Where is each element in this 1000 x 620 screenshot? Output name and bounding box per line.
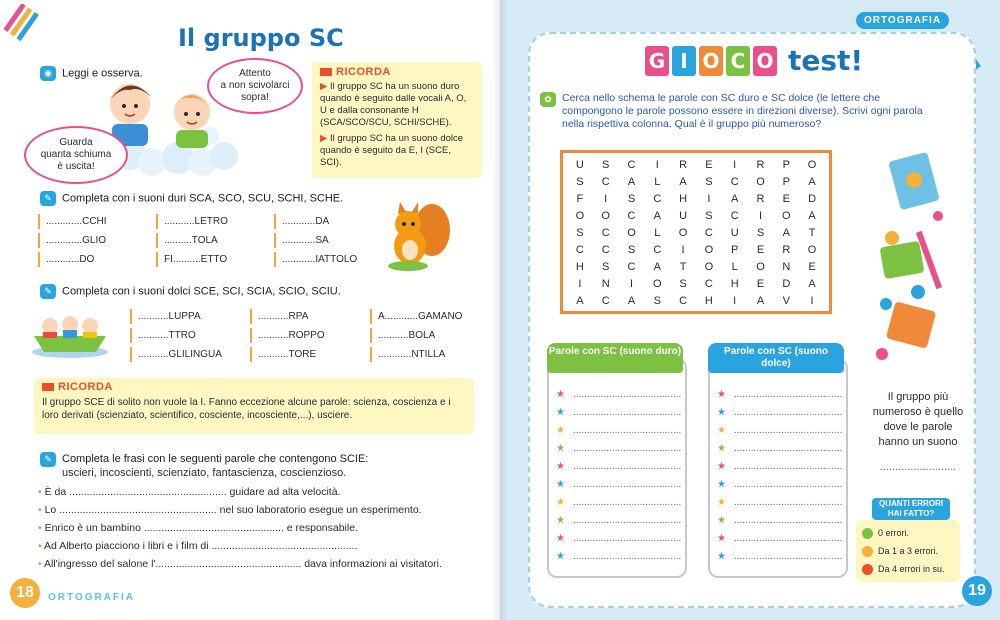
exercise-item[interactable]: ...........LUPPA [130, 309, 250, 324]
grid-letter[interactable]: S [653, 295, 661, 307]
grid-letter[interactable]: C [679, 295, 688, 307]
answer-line[interactable] [717, 547, 842, 565]
exercise-item[interactable]: ...........BOLA [370, 328, 490, 343]
column-hard-header: Parole con SC (suono duro) [547, 343, 683, 373]
pencil-icon: ✎ [40, 191, 56, 206]
grid-letter[interactable]: O [601, 210, 610, 222]
grid-letter[interactable]: F [576, 193, 584, 205]
answer-line[interactable] [717, 493, 842, 511]
star-icon: ★ [717, 514, 726, 526]
footer-label: ORTOGRAFIA [48, 592, 136, 603]
answer-line[interactable] [556, 493, 681, 511]
grid-letter[interactable]: S [627, 244, 636, 256]
grid-letter[interactable]: P [782, 176, 790, 188]
answer-placeholder: ....................................... [733, 550, 843, 562]
errors-title: QUANTI ERRORI HAI FATTO? [872, 498, 950, 520]
grid-letter[interactable]: E [705, 159, 713, 171]
exercise-item[interactable]: ...........LETRO [156, 214, 274, 229]
answer-placeholder: ....................................... [572, 424, 682, 436]
grid-letter[interactable]: C [601, 295, 610, 307]
errors-box [856, 520, 960, 582]
grid-letter[interactable]: C [601, 244, 610, 256]
grid-letter[interactable]: A [808, 210, 816, 222]
exercise-item[interactable]: FI..........ETTO [156, 252, 274, 267]
grid-letter[interactable]: I [604, 193, 608, 205]
grid-letter[interactable]: O [782, 210, 791, 222]
section1-instruction: ◉ Leggi e osserva. [40, 66, 143, 81]
answer-placeholder: ....................................... [733, 478, 843, 490]
grid-letter[interactable]: R [756, 193, 765, 205]
grid-letter[interactable]: O [678, 227, 688, 239]
star-icon: ★ [556, 406, 565, 418]
grid-letter[interactable]: C [627, 210, 636, 222]
grid-letter[interactable]: N [601, 278, 610, 290]
answer-line[interactable] [556, 529, 681, 547]
grid-letter[interactable]: A [679, 176, 687, 188]
answer-placeholder: ....................................... [572, 442, 682, 454]
section2-instruction: ✎ Completa con i suoni duri SCA, SCO, SCU, SCHI, SCHE. [40, 191, 343, 206]
answer-placeholder: ....................................... [572, 496, 682, 508]
grid-letter[interactable]: T [679, 261, 687, 273]
neutral-icon [862, 546, 873, 557]
soft-sounds-exercise [130, 309, 490, 362]
exercise-item[interactable]: A............GAMANO [370, 309, 490, 324]
star-icon: ★ [717, 424, 726, 436]
answer-placeholder: ....................................... [572, 514, 682, 526]
answer-line[interactable] [717, 385, 842, 403]
grid-letter[interactable]: O [756, 261, 765, 273]
star-icon: ★ [556, 550, 565, 562]
answer-placeholder: ....................................... [733, 406, 843, 418]
column-hard-lines [556, 385, 681, 565]
answer-placeholder: ....................................... [572, 550, 682, 562]
grid-letter[interactable]: E [808, 261, 816, 273]
sentence-line[interactable]: • È da ...................................................... guidare ad alta velocità. [38, 486, 341, 498]
answer-placeholder: ....................................... [733, 496, 843, 508]
grid-letter[interactable]: S [705, 210, 713, 222]
grid-letter[interactable]: L [654, 176, 661, 188]
grid-letter[interactable]: C [730, 210, 739, 222]
star-icon: ★ [556, 424, 565, 436]
answer-line[interactable] [717, 421, 842, 439]
grid-letter[interactable]: I [578, 278, 582, 290]
grid-letter[interactable]: C [704, 227, 713, 239]
grid-letter[interactable]: V [782, 295, 790, 307]
grid-letter[interactable]: R [756, 159, 765, 171]
title-letter: G [645, 46, 669, 76]
grid-letter[interactable]: A [627, 295, 636, 307]
answer-line[interactable] [556, 511, 681, 529]
grid-letter[interactable]: O [704, 261, 714, 273]
exercise-item[interactable]: ............NTILLA [370, 347, 490, 362]
errors-option[interactable]: Da 1 a 3 errori. [862, 542, 954, 560]
grid-letter[interactable]: C [601, 176, 610, 188]
grid-letter[interactable]: A [627, 176, 636, 188]
grid-letter[interactable]: I [681, 244, 685, 256]
exercise-item[interactable]: .............GLIO [38, 233, 156, 248]
grid-letter[interactable]: E [756, 244, 765, 256]
exercise-item[interactable]: ..........TOLA [156, 233, 274, 248]
exercise-item[interactable]: ...........GLILINGUA [130, 347, 250, 362]
star-icon: ★ [556, 460, 565, 472]
answer-line[interactable] [556, 457, 681, 475]
grid-letter[interactable]: I [629, 278, 634, 290]
grid-letter[interactable]: C [627, 159, 636, 171]
grid-letter[interactable]: O [807, 244, 817, 256]
answer-line[interactable] [556, 475, 681, 493]
answer-line[interactable] [717, 403, 842, 421]
answer-placeholder: ....................................... [733, 442, 843, 454]
grid-letter[interactable]: A [576, 295, 584, 307]
squirrel-illustration [384, 200, 454, 272]
sentence-line[interactable]: • Ad Alberto piacciono i libri e i film di .................................................. [38, 540, 358, 552]
ricorda-title: RICORDA [42, 381, 466, 393]
grid-letter[interactable]: D [782, 278, 791, 290]
grid-letter[interactable]: O [807, 159, 817, 171]
grid-letter[interactable]: H [679, 193, 688, 205]
grid-letter[interactable]: S [576, 176, 584, 188]
page-number-left: 18 [10, 578, 40, 608]
answer-blank[interactable]: ......................... [879, 461, 957, 473]
answer-line[interactable] [556, 385, 681, 403]
grid-letter[interactable]: O [704, 244, 714, 256]
hard-sounds-exercise [38, 214, 392, 267]
pencils-icon [4, 4, 44, 44]
answer-line[interactable] [717, 439, 842, 457]
grid-letter[interactable]: U [679, 210, 688, 222]
boat-kids-illustration [30, 302, 110, 360]
grid-letter[interactable]: O [627, 227, 636, 239]
errors-option[interactable]: 0 errori. [862, 524, 954, 542]
ricorda-rule-hard: ▶ Il gruppo SC ha un suono duro quando è seguito dalle vocali A, O, U e dalla consonante H (SCA/SCO/SCU, SCHI/SCHE). [320, 81, 467, 128]
star-icon: ★ [717, 532, 726, 544]
exercise-item[interactable]: ...........TTRO [130, 328, 250, 343]
book-gutter [492, 0, 508, 620]
grid-letter[interactable]: O [653, 278, 662, 290]
grid-letter[interactable]: A [653, 210, 661, 222]
grid-letter[interactable]: L [731, 261, 738, 273]
grid-letter[interactable]: A [782, 227, 790, 239]
page-number-right: 19 [962, 576, 992, 606]
exercise-item[interactable]: ...........RPA [250, 309, 370, 324]
grid-letter[interactable]: D [808, 193, 817, 205]
grid-letter[interactable]: O [575, 210, 585, 222]
exercise-item[interactable]: ............SA [274, 233, 392, 248]
eye-icon: ◉ [40, 66, 56, 81]
grid-letter[interactable]: S [627, 193, 636, 205]
grid-letter[interactable]: U [575, 159, 584, 171]
grid-letter[interactable]: S [756, 227, 765, 239]
star-icon: ★ [556, 514, 565, 526]
answer-placeholder: ....................................... [572, 532, 682, 544]
grid-letter[interactable]: L [654, 227, 661, 239]
star-icon: ★ [556, 388, 565, 400]
exercise-item[interactable]: ............DA [274, 214, 392, 229]
star-icon: ★ [556, 496, 565, 508]
grid-letter[interactable]: C [575, 244, 584, 256]
grid-letter[interactable]: I [655, 159, 659, 171]
section4-instruction: ✎ Completa le frasi con le seguenti parole che contengono SCIE: uscieri, incoscienti, scienziato, fantascienza, coscienzioso. [40, 452, 368, 480]
sad-icon [862, 564, 873, 575]
grid-letter[interactable]: C [653, 244, 662, 256]
grid-letter[interactable]: A [731, 193, 739, 205]
grid-letter[interactable]: S [602, 261, 610, 273]
star-icon: ★ [717, 496, 726, 508]
sentence-line[interactable]: • Enrico è un bambino ................................................ e responsabile. [38, 522, 358, 534]
grid-letter[interactable]: A [808, 278, 816, 290]
answer-line[interactable] [556, 439, 681, 457]
strawberry-icon: ✿ [540, 92, 556, 107]
exercise-item[interactable]: ...........ROPPO [250, 328, 370, 343]
speech-bubble-right: Attento a non scivolarci sopra! [207, 58, 303, 114]
pencil-icon: ✎ [40, 284, 56, 299]
grid-letter[interactable]: C [653, 193, 662, 205]
answer-line[interactable] [556, 421, 681, 439]
title-letter: I [672, 46, 696, 76]
grid-letter[interactable]: I [733, 295, 737, 307]
grid-letter[interactable]: E [756, 278, 765, 290]
star-icon: ★ [717, 460, 726, 472]
title-word: test! [788, 44, 864, 77]
ricorda-title: RICORDA [320, 66, 474, 78]
answer-line[interactable] [717, 511, 842, 529]
grid-letter[interactable]: C [601, 227, 610, 239]
star-icon: ★ [556, 442, 565, 454]
grid-letter[interactable]: I [758, 210, 763, 222]
grid-letter[interactable]: A [653, 261, 661, 273]
errors-option[interactable]: Da 4 errori in su. [862, 560, 954, 578]
star-icon: ★ [556, 478, 565, 490]
ricorda-box-2 [34, 378, 474, 434]
grid-letter[interactable]: H [575, 261, 584, 273]
answer-placeholder: ....................................... [572, 406, 682, 418]
answer-placeholder: ....................................... [572, 388, 682, 400]
word-search-grid [560, 150, 832, 314]
game-instruction: ✿ Cerca nello schema le parole con SC duro e SC dolce (le lettere che compongono le parole possono essere in direzioni diverse). Scrivi ogni parola nella rispettiva colonna. Qual è il gruppo più numeroso? [540, 92, 940, 131]
grid-letter[interactable]: C [730, 176, 739, 188]
grid-letter[interactable]: A [756, 295, 765, 307]
section-tag: ORTOGRAFIA [856, 12, 949, 29]
exercise-item[interactable]: ............IATTOLO [274, 252, 392, 267]
grid-letter[interactable]: R [679, 159, 688, 171]
title-letter: O [699, 46, 723, 76]
star-icon: ★ [556, 532, 565, 544]
grid-letter[interactable]: O [756, 176, 765, 188]
game-title [645, 44, 863, 77]
answer-placeholder: ....................................... [572, 478, 682, 490]
answer-line[interactable] [717, 529, 842, 547]
grid-letter[interactable]: S [576, 227, 584, 239]
grid-letter[interactable]: P [782, 159, 790, 171]
column-soft-header: Parole con SC (suono dolce) [708, 343, 844, 373]
grid-letter[interactable]: C [627, 261, 636, 273]
grid-letter[interactable]: S [602, 159, 610, 171]
exercise-item[interactable]: ............DO [38, 252, 156, 267]
pencil-icon: ✎ [40, 452, 56, 467]
grid-letter[interactable]: C [704, 278, 713, 290]
answer-placeholder: ....................................... [733, 532, 843, 544]
school-supplies-illustration [872, 146, 962, 366]
grid-letter[interactable]: S [679, 278, 687, 290]
grid-letter[interactable]: E [782, 193, 790, 205]
grid-letter[interactable]: T [808, 227, 816, 239]
grid-letter[interactable]: I [810, 295, 814, 307]
grid-letter[interactable]: S [705, 176, 713, 188]
answer-prompt: Il gruppo più numeroso è quello dove le parole hanno un suono ......................... [872, 391, 964, 473]
grid-letter[interactable]: I [733, 159, 737, 171]
grid-letter[interactable]: P [731, 244, 739, 256]
speech-bubble-left: Guarda quanta schiuma è uscita! [24, 126, 128, 184]
star-icon: ★ [717, 442, 726, 454]
exercise-item[interactable]: .............CCHI [38, 214, 156, 229]
answer-line[interactable] [717, 457, 842, 475]
grid-letter[interactable]: N [782, 261, 791, 273]
smile-icon [862, 528, 873, 539]
title-letter: C [726, 46, 750, 76]
answer-placeholder: ....................................... [733, 514, 843, 526]
answer-line[interactable] [556, 403, 681, 421]
answer-line[interactable] [556, 547, 681, 565]
page-title: Il gruppo SC [178, 24, 344, 52]
title-letter: O [753, 46, 777, 76]
grid-letter[interactable]: R [782, 244, 791, 256]
answer-placeholder: ....................................... [733, 424, 843, 436]
sentence-line[interactable]: • Lo ...................................................... nel suo laboratorio esegue un esperimento. [38, 504, 422, 516]
ricorda-box-1 [312, 62, 482, 178]
answer-placeholder: ....................................... [733, 388, 843, 400]
ricorda-rule-soft: ▶ Il gruppo SC ha un suono dolce quando è seguito da E, I (SCE, SCI). [320, 133, 464, 168]
section3-instruction: ✎ Completa con i suoni dolci SCE, SCI, SCIA, SCIO, SCIU. [40, 284, 341, 299]
ricorda-sce-rule: Il gruppo SCE di solito non vuole la I. Fanno eccezione alcune parole: scienza, coscienza e i loro derivati (scienziato, scientifico, cosciente, incosciente,...), usciere. [42, 397, 451, 421]
column-soft-lines [717, 385, 842, 565]
grid-letter[interactable]: H [704, 295, 713, 307]
answer-placeholder: ....................................... [572, 460, 682, 472]
answer-placeholder: ....................................... [733, 460, 843, 472]
exercise-item[interactable]: ...........TORE [250, 347, 370, 362]
fill-sentences [38, 483, 442, 573]
grid-letter[interactable]: U [730, 227, 739, 239]
answer-line[interactable] [717, 475, 842, 493]
star-icon: ★ [717, 388, 726, 400]
star-icon: ★ [717, 478, 726, 490]
grid-letter[interactable]: I [707, 193, 711, 205]
sentence-line[interactable]: • All'ingresso del salone l'.................................................. dava informazioni ai visitatori. [38, 558, 442, 570]
grid-letter[interactable]: A [808, 176, 816, 188]
star-icon: ★ [717, 406, 726, 418]
star-icon: ★ [717, 550, 726, 562]
grid-letter[interactable]: H [730, 278, 739, 290]
